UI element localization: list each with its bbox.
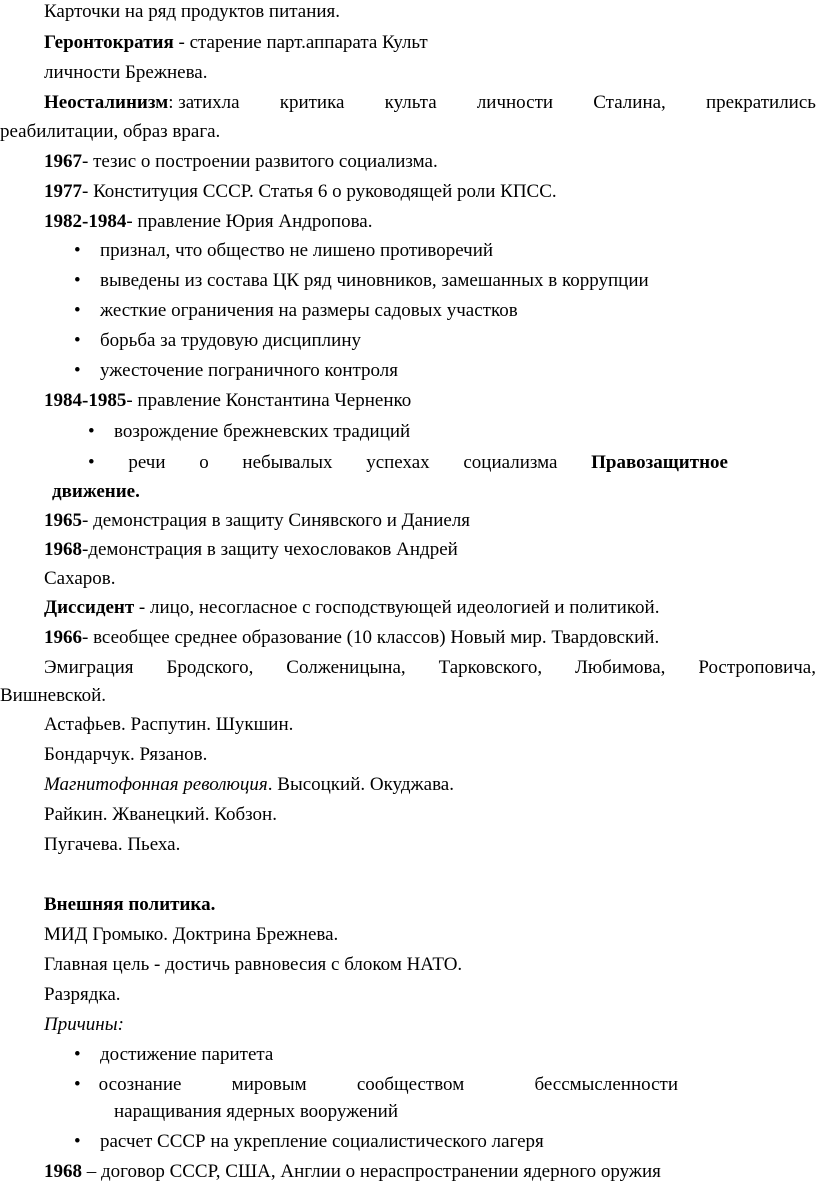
paragraph-directors: Бондарчук. Рязанов. bbox=[44, 744, 208, 765]
list-item: • признал, что общество не лишено противоречий bbox=[74, 240, 494, 261]
paragraph-products-cards: Карточки на ряд продуктов питания. bbox=[44, 1, 341, 22]
paragraph-detente: Разрядка. bbox=[44, 984, 121, 1005]
paragraph-gromyko: МИД Громыко. Доктрина Брежнева. bbox=[44, 924, 339, 945]
bullet-icon: • bbox=[74, 360, 81, 381]
paragraph-1965: 1965- демонстрация в защиту Синявского и Даниеля bbox=[44, 510, 471, 531]
list-item: • расчет СССР на укрепление социалистического лагеря bbox=[74, 1131, 544, 1152]
term-dissident: Диссидент bbox=[44, 597, 135, 618]
list-item: • борьба за трудовую дисциплину bbox=[74, 330, 361, 351]
bullet-icon: • bbox=[74, 240, 81, 261]
bullet-icon: • bbox=[74, 1074, 81, 1095]
heading-human-rights-movement-cont: движение. bbox=[52, 481, 140, 502]
bullet-icon: • bbox=[74, 1131, 81, 1152]
paragraph-gerontocracy-cont: личности Брежнева. bbox=[44, 62, 208, 83]
bullet-icon: • bbox=[88, 421, 95, 442]
paragraph-writers: Астафьев. Распутин. Шукшин. bbox=[44, 714, 294, 735]
term-gerontocracy: Геронтократия bbox=[44, 32, 174, 53]
paragraph-1977: 1977- Конституция СССР. Статья 6 о руководящей роли КПСС. bbox=[44, 181, 557, 202]
paragraph-1982-1984: 1982-1984- правление Юрия Андропова. bbox=[44, 211, 373, 232]
paragraph-1967: 1967- тезис о построении развитого социализма. bbox=[44, 151, 438, 172]
paragraph-main-goal: Главная цель - достичь равновесия с блоком НАТО. bbox=[44, 954, 463, 975]
paragraph-1966: 1966- всеобщее среднее образование (10 классов) Новый мир. Твардовский. bbox=[44, 627, 660, 648]
list-item: • выведены из состава ЦК ряд чиновников, замешанных в коррупции bbox=[74, 270, 649, 291]
heading-human-rights-movement: Правозащитное bbox=[591, 452, 728, 473]
bullet-icon: • bbox=[74, 300, 81, 321]
paragraph-singers: Пугачева. Пьеха. bbox=[44, 834, 181, 855]
bullet-icon: • bbox=[88, 452, 95, 473]
paragraph-1984-1985: 1984-1985- правление Константина Черненко bbox=[44, 390, 412, 411]
term-neostalinism: Неосталинизм bbox=[44, 92, 169, 113]
heading-foreign-policy: Внешняя политика. bbox=[44, 894, 216, 915]
paragraph-gerontocracy: Геронтократия - старение парт.аппарата Культ bbox=[44, 32, 428, 53]
paragraph-neostalinism: Неосталинизм: затихла критика культа личности Сталина, прекратились bbox=[44, 92, 816, 113]
paragraph-emigration-cont: Вишневской. bbox=[0, 685, 107, 706]
list-item: • ужесточение пограничного контроля bbox=[74, 360, 398, 381]
list-item: • возрождение брежневских традиций bbox=[88, 421, 411, 442]
list-item: • осознание мировым сообществом бессмысленности bbox=[74, 1074, 678, 1095]
paragraph-1968-treaty: 1968 – договор СССР, США, Англии о нераспространении ядерного оружия bbox=[44, 1161, 661, 1182]
list-item-cont: наращивания ядерных вооружений bbox=[114, 1101, 398, 1122]
bullet-icon: • bbox=[74, 270, 81, 291]
bullet-icon: • bbox=[74, 330, 81, 351]
paragraph-1968-demo: 1968-демонстрация в защиту чехословаков Андрей bbox=[44, 539, 458, 560]
paragraph-dissident: Диссидент - лицо, несогласное с господствующей идеологией и политикой. bbox=[44, 597, 660, 618]
list-item: • достижение паритета bbox=[74, 1044, 274, 1065]
list-item: • речи о небывалых успехах социализма Правозащитное bbox=[88, 452, 728, 473]
list-item: • жесткие ограничения на размеры садовых участков bbox=[74, 300, 518, 321]
paragraph-sakharov: Сахаров. bbox=[44, 568, 116, 589]
paragraph-emigration: Эмиграция Бродского, Солженицына, Тарковского, Любимова, Ростроповича, bbox=[44, 657, 816, 678]
paragraph-neostalinism-cont: реабилитации, образ врага. bbox=[0, 121, 221, 142]
label-reasons: Причины: bbox=[44, 1014, 124, 1035]
paragraph-tape-revolution: Магнитофонная революция. Высоцкий. Окуджава. bbox=[44, 774, 454, 795]
paragraph-humorists: Райкин. Жванецкий. Кобзон. bbox=[44, 804, 277, 825]
bullet-icon: • bbox=[74, 1044, 81, 1065]
